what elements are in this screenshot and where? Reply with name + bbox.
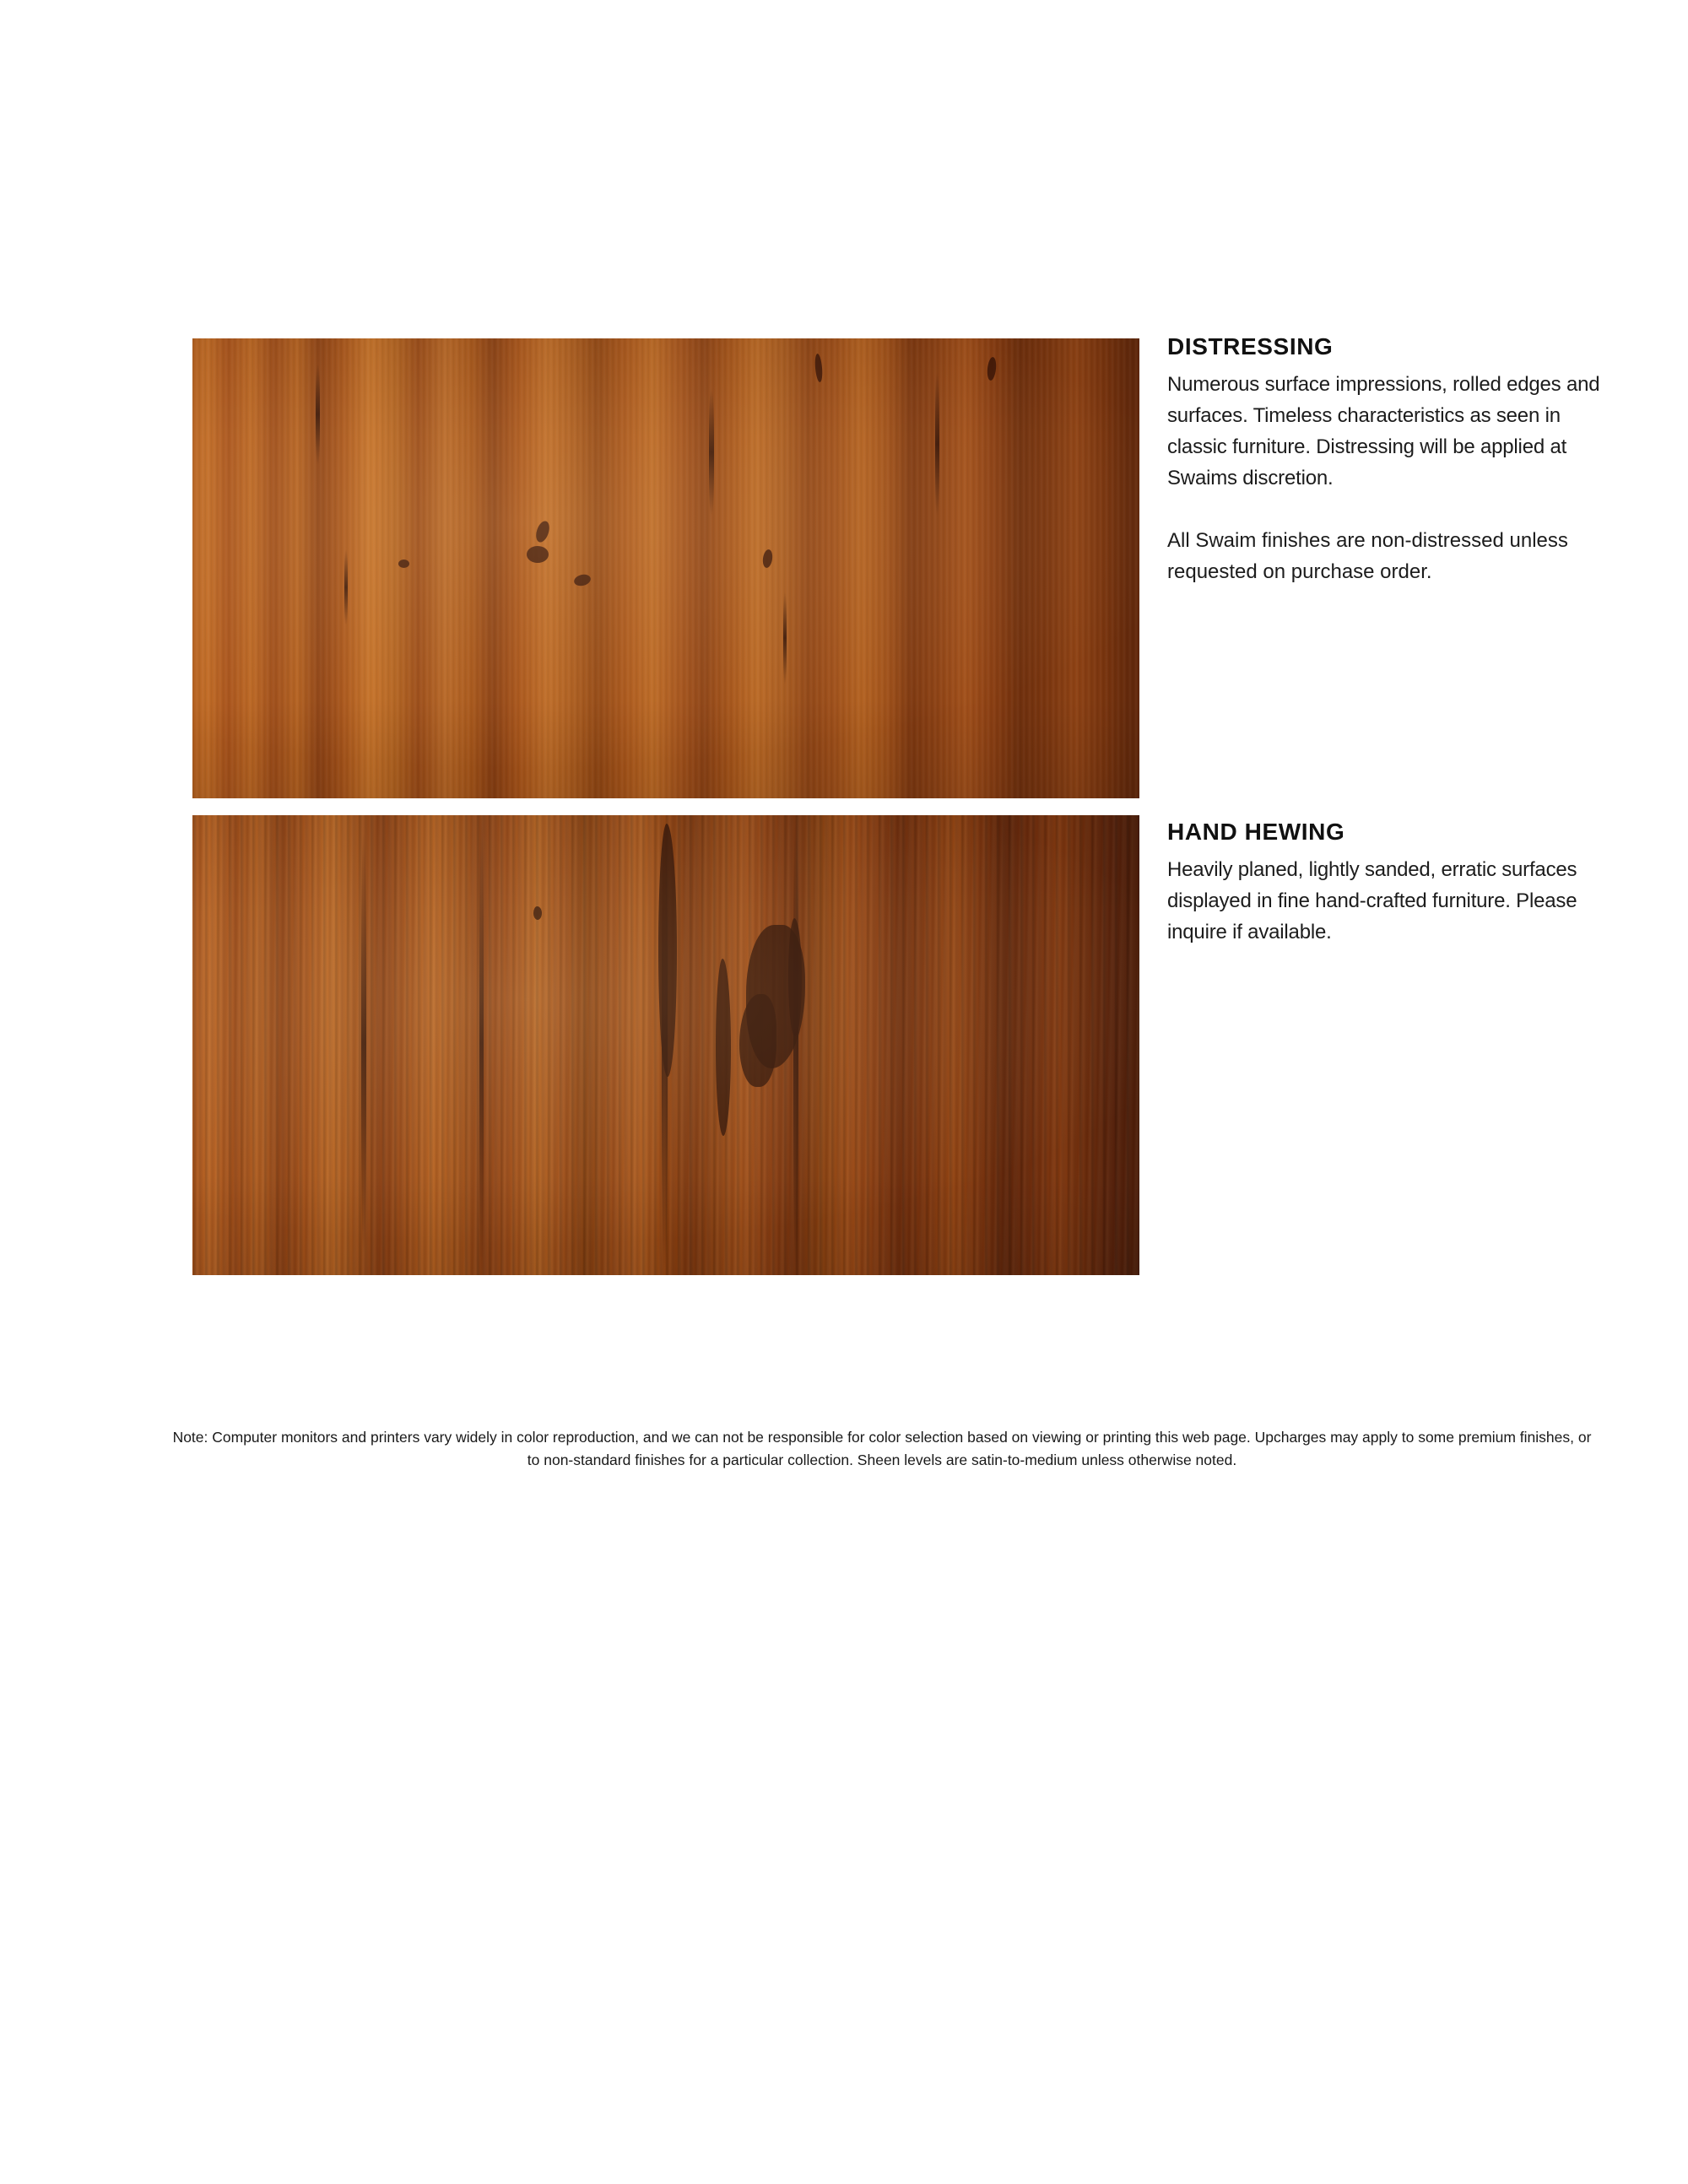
image-vignette bbox=[192, 815, 1139, 1275]
distressing-paragraph-1: Numerous surface impressions, rolled edges and surfaces. Timeless characteristics as seen in classic furniture. Distressing will be applied at Swaims discretion. bbox=[1167, 373, 1600, 489]
hand-hewing-section bbox=[1167, 819, 1615, 948]
distressing-heading: DISTRESSING bbox=[1167, 333, 1334, 359]
distressing-paragraph-2: All Swaim finishes are non-distressed unless requested on purchase order. bbox=[1167, 529, 1568, 583]
image-vignette bbox=[192, 338, 1139, 798]
distressing-section bbox=[1167, 333, 1615, 587]
distressing-finish-image bbox=[192, 338, 1139, 798]
hand-hewing-paragraph-1: Heavily planed, lightly sanded, erratic surfaces displayed in fine hand-crafted furniture. Please inquire if available. bbox=[1167, 858, 1577, 943]
footer-note: Note: Computer monitors and printers vary widely in color reproduction, and we can not be responsible for color selection based on viewing or printing this web page. Upcharges may apply to some premium finishes, or to non-standard finishes for a particular collection. Sheen levels are satin-to-medium unless otherwise noted. bbox=[172, 1429, 1592, 1468]
hand-hewing-finish-image bbox=[192, 815, 1139, 1275]
hand-hewing-heading: HAND HEWING bbox=[1167, 819, 1345, 845]
